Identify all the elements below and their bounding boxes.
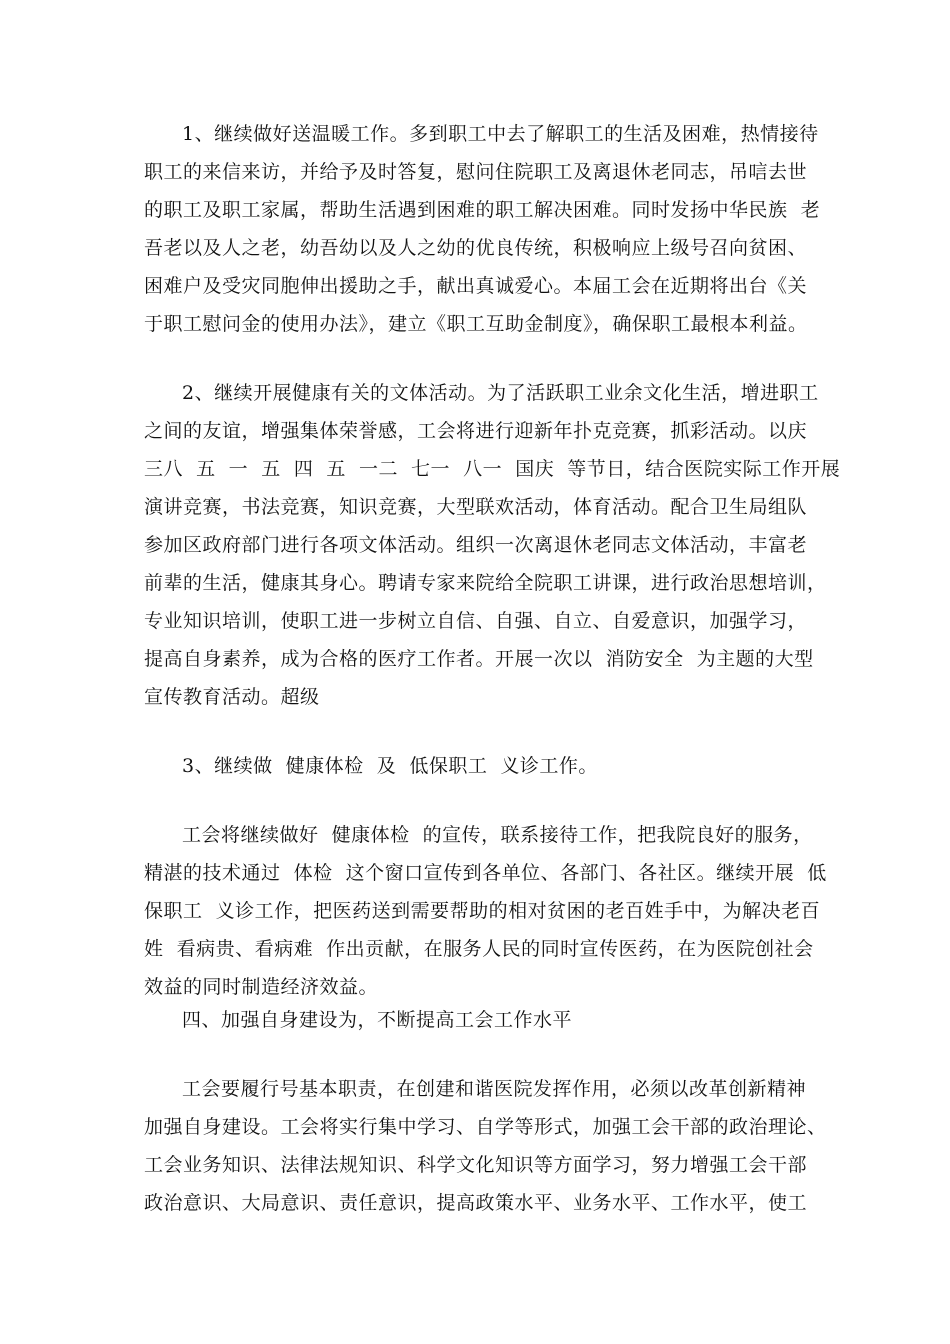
paragraph-5-line-3: 工会业务知识、法律法规知识、科学文化知识等方面学习，努力增强工会干部 (144, 1154, 808, 1176)
paragraph-2-line-5: 参加区政府部门进行各项文体活动。组织一次离退休老同志文体活动，丰富老 (144, 534, 808, 556)
section-4-heading: 四、加强自身建设为，不断提高工会工作水平 (182, 1009, 573, 1031)
paragraph-4-line-4: 姓 看病贵、看病难 作出贡献，在服务人民的同时宣传医药，在为医院创社会 (144, 938, 814, 960)
paragraph-4-line-1: 工会将继续做好 健康体检 的宣传，联系接待工作，把我院良好的服务， (182, 824, 813, 846)
paragraph-5-line-2: 加强自身建设。工会将实行集中学习、自学等形式，加强工会干部的政治理论、 (144, 1116, 827, 1138)
paragraph-1-line-4: 吾老以及人之老，幼吾幼以及人之幼的优良传统，积极响应上级号召向贫困、 (144, 237, 808, 259)
paragraph-1-line-6: 于职工慰问金的使用办法》，建立《职工互助金制度》，确保职工最根本利益。 (144, 313, 808, 335)
paragraph-5-line-1: 工会要履行号基本职责，在创建和谐医院发挥作用，必须以改革创新精神 (182, 1078, 807, 1100)
paragraph-1-line-2: 职工的来信来访，并给予及时答复，慰问住院职工及离退休老同志，吊唁去世 (144, 161, 808, 183)
paragraph-1-line-1: 1、继续做好送温暖工作。多到职工中去了解职工的生活及困难，热情接待 (182, 123, 819, 145)
paragraph-2-line-8: 提高自身素养，成为合格的医疗工作者。开展一次以 消防安全 为主题的大型 (144, 648, 814, 670)
paragraph-2-line-2: 之间的友谊，增强集体荣誉感，工会将进行迎新年扑克竞赛，抓彩活动。以庆 (144, 420, 808, 442)
paragraph-2-line-6: 前辈的生活，健康其身心。聘请专家来院给全院职工讲课，进行政治思想培训， (144, 572, 827, 594)
paragraph-2-line-4: 演讲竞赛，书法竞赛，知识竞赛，大型联欢活动，体育活动。配合卫生局组队 (144, 496, 808, 518)
paragraph-4-line-3: 保职工 义诊工作，把医药送到需要帮助的相对贫困的老百姓手中，为解决老百 (144, 900, 821, 922)
paragraph-5-line-4: 政治意识、大局意识、责任意识，提高政策水平、业务水平、工作水平，使工 (144, 1192, 808, 1214)
paragraph-4-line-5: 效益的同时制造经济效益。 (144, 976, 379, 998)
paragraph-2-line-7: 专业知识培训，使职工进一步树立自信、自强、自立、自爱意识，加强学习， (144, 610, 808, 632)
paragraph-2-line-9: 宣传教育活动。超级 (144, 686, 320, 708)
paragraph-1-line-5: 困难户及受灾同胞伸出援助之手，献出真诚爱心。本届工会在近期将出台《关 (144, 275, 808, 297)
paragraph-3-heading: 3、继续做 健康体检 及 低保职工 义诊工作。 (182, 755, 598, 777)
paragraph-1-line-3: 的职工及职工家属，帮助生活遇到困难的职工解决困难。同时发扬中华民族 老 (144, 199, 821, 221)
paragraph-2-line-3: 三八 五 一 五 四 五 一二 七一 八一 国庆 等节日，结合医院实际工作开展 (144, 458, 841, 480)
paragraph-2-line-1: 2、继续开展健康有关的文体活动。为了活跃职工业余文化生活，增进职工 (182, 382, 819, 404)
paragraph-4-line-2: 精湛的技术通过 体检 这个窗口宣传到各单位、各部门、各社区。继续开展 低 (144, 862, 827, 884)
